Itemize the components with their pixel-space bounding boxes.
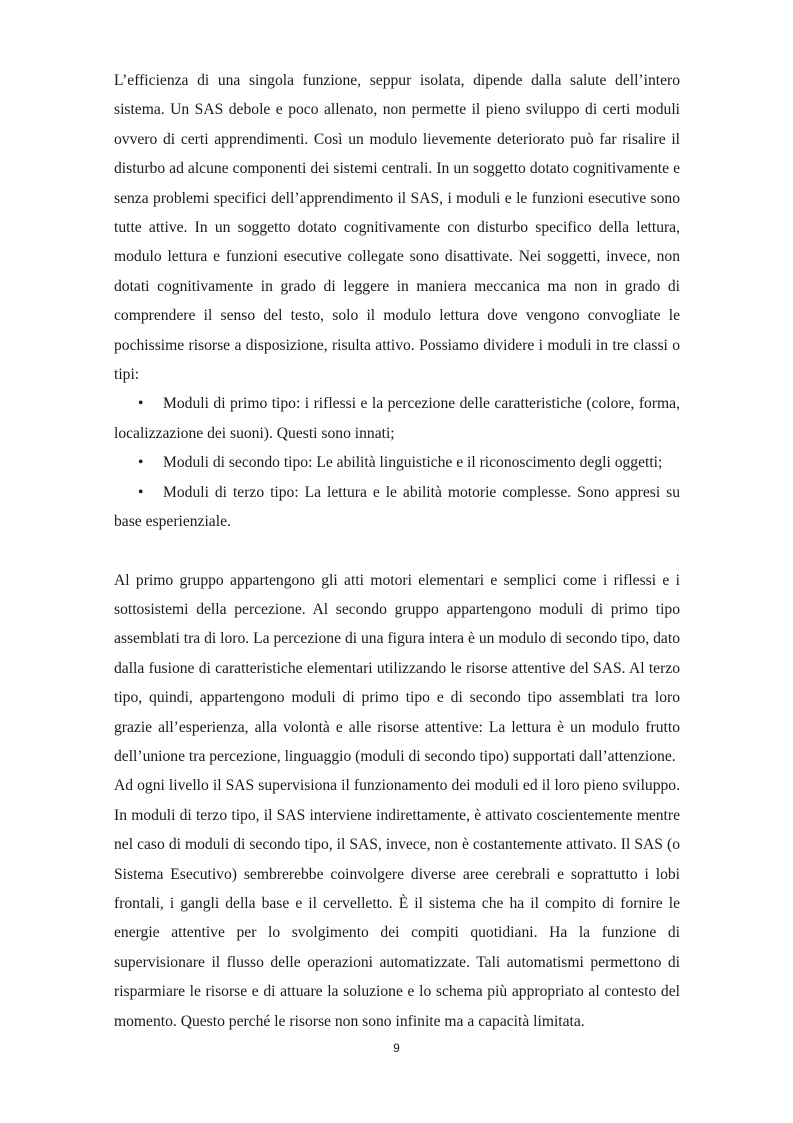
- module-types-list: [114, 389, 680, 536]
- list-item: [114, 389, 680, 448]
- paragraph-sas-supervision: Ad ogni livello il SAS supervisiona il funzionamento dei moduli ed il loro pieno sviluppo. In moduli di terzo tipo, il SAS interviene indirettamente, è attivato coscientemente mentre nel caso di moduli di secondo tipo, il SAS, invece, non è costantemente attivato. Il SAS (o Sistema Esecutivo) sembrerebbe coinvolgere diverse aree cerebrali e soprattutto i lobi frontali, i gangli della base e il cervelletto. È il sistema che ha il compito di fornire le energie attentive per lo svolgimento dei compiti quotidiani. Ha la funzione di supervisionare il flusso delle operazioni automatizzate. Tali automatismi permettono di risparmiare le risorse e di attuare la soluzione e lo schema più appropriato al contesto del momento. Questo perché le risorse non sono infinite ma a capacità limitata.: [114, 777, 680, 1030]
- bullet-icon: •: [138, 454, 144, 472]
- list-item-text: Moduli di secondo tipo: Le abilità linguistiche e il riconoscimento degli oggetti;: [163, 454, 663, 472]
- paragraph-module-groups: Al primo gruppo appartengono gli atti motori elementari e semplici come i riflessi e i sottosistemi della percezione. Al secondo gruppo appartengono moduli di primo tipo assemblati tra di loro. La percezione di una figura intera è un modulo di secondo tipo, dato dalla fusione di caratteristiche elementari utilizzando le risorse attentive del SAS. Al terzo tipo, quindi, appartengono moduli di primo tipo e di secondo tipo assemblati tra loro grazie all’esperienza, alla volontà e alle risorse attentive: La lettura è un modulo frutto dell’unione tra percezione, linguaggio (moduli di secondo tipo) supportati dall’attenzione.: [114, 571, 680, 765]
- page-body: [114, 66, 680, 1036]
- bullet-icon: •: [138, 483, 144, 501]
- list-item-text: Moduli di terzo tipo: La lettura e le abilità motorie complesse. Sono appresi su base esperienziale.: [114, 483, 680, 531]
- bullet-icon: •: [138, 395, 144, 413]
- list-item-text: Moduli di primo tipo: i riflessi e la percezione delle caratteristiche (colore, forma, localizzazione dei suoni). Questi sono innati;: [114, 395, 680, 442]
- list-item: [114, 448, 680, 477]
- paragraph-intro: L’efficienza di una singola funzione, seppur isolata, dipende dalla salute dell’intero sistema. Un SAS debole e poco allenato, non permette il pieno sviluppo di certi moduli ovvero di certi apprendimenti. Così un modulo lievemente deteriorato può far risalire il disturbo ad alcune componenti dei sistemi centrali. In un soggetto dotato cognitivamente e senza problemi specifici dell’apprendimento il SAS, i moduli e le funzioni esecutive sono tutte attive. In un soggetto dotato cognitivamente con disturbo specifico della lettura, modulo lettura e funzioni esecutive collegate sono disattivate. Nei soggetti, invece, non dotati cognitivamente in grado di leggere in maniera meccanica ma non in grado di comprendere il senso del testo, solo il modulo lettura dove vengono convogliate le pochissime risorse a disposizione, risulta attivo. Possiamo dividere i moduli in tre classi o tipi:: [114, 72, 680, 384]
- page-number: 9: [393, 1041, 400, 1055]
- list-item: [114, 478, 680, 537]
